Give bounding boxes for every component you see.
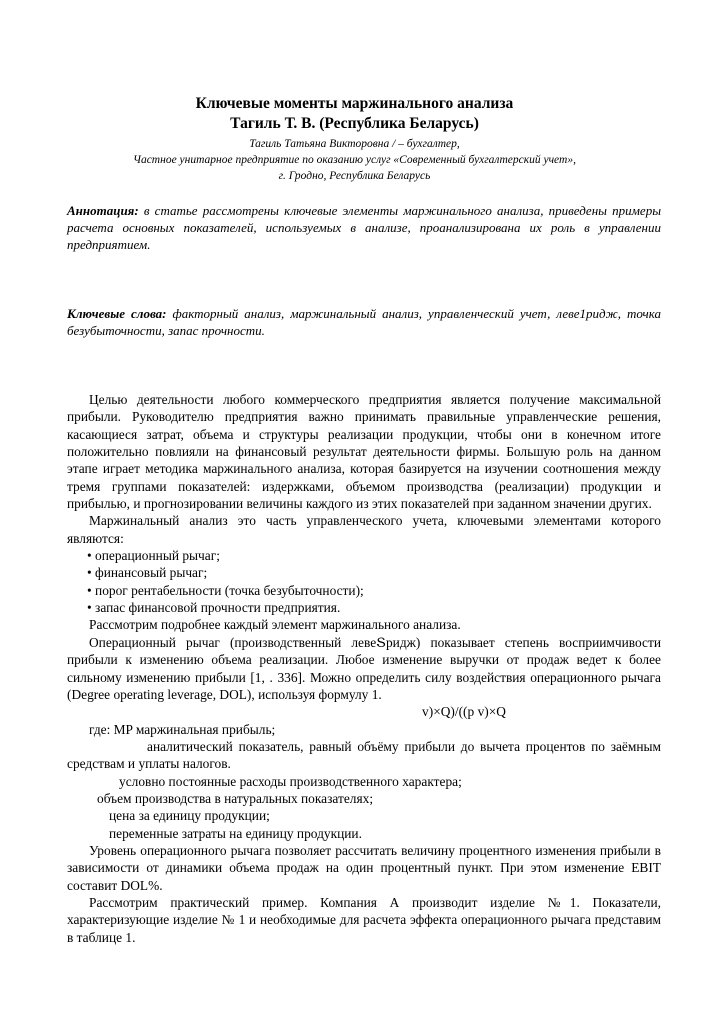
paragraph-marginal-analysis: Маржинальный анализ это часть управленческого учета, ключевыми элементами которого являются: — [67, 513, 661, 546]
paper-title: Ключевые моменты маржинального анализа — [195, 95, 514, 112]
where-fixed-costs: условно постоянные расходы производственного характера; — [119, 773, 462, 789]
list-item: • операционный рычаг; — [87, 548, 220, 564]
paragraph-intro: Целью деятельности любого коммерческого предприятия является получение максимальной прибыли. Руководителю предприятия важно принимать правильные управленческие решения, касающиеся затрат, объема и структуры реализации продукции, чтобы они в конечном итоге положительно повлияли на финансовый результат деятельности фирмы. Большую роль на данном этапе играет методика маржинального анализа, которая базируется на изучении соотношения между тремя группами показателей: издержками, объемом производства (реализации) продукции и прибылью, и прогнозировании величины каждого из этих показателей при заданном значении других. — [67, 392, 661, 512]
list-item: • запас финансовой прочности предприятия. — [87, 600, 341, 616]
keywords-label: Ключевые слова: — [67, 306, 167, 321]
where-price: цена за единицу продукции; — [109, 808, 270, 824]
affiliation-line: Частное унитарное предприятие по оказанию услуг «Современный бухгалтерский учет», — [133, 154, 576, 166]
where-volume: объем производства в натуральных показателях; — [97, 790, 374, 806]
author-line: Тагиль Татьяна Викторовна / – бухгалтер, — [249, 138, 460, 150]
keywords-text: факторный анализ, маржинальный анализ, управленческий учет, леве1ридж, точка безубыточности, запас прочности. — [67, 306, 661, 338]
formula-1: v)×Q)/((p v)×Q — [422, 704, 506, 720]
keywords — [67, 305, 661, 339]
paragraph-example: Рассмотрим практический пример. Компания А производит изделие №1. Показатели, характеризующие изделие № 1 и необходимые для расчета эффекта операционного рычага представим в таблице 1. — [67, 894, 661, 945]
where-mp: где: MP маржинальная прибыль; — [89, 721, 276, 737]
list-item: • порог рентабельности (точка безубыточности); — [87, 582, 364, 598]
paragraph-operating-leverage: Операционный рычаг (производственный левеՏридж) показывает степень восприимчивости прибыли к изменению объема реализации. Любое изменение выручки от продаж ведет к более сильному изменению прибыли [1, . 336]. Можно определить силу воздействия операционного рычага (Degree operating leverage, DOL), используя формулу 1. — [67, 634, 661, 702]
abstract — [67, 202, 661, 253]
location-line: г. Гродно, Республика Беларусь — [278, 170, 431, 182]
author-heading: Тагиль Т. В. (Республика Беларусь) — [230, 115, 479, 132]
list-item: • финансовый рычаг; — [87, 565, 208, 581]
where-variable-costs: переменные затраты на единицу продукции. — [109, 825, 362, 841]
abstract-text: в статье рассмотрены ключевые элементы маржинального анализа, приведены примеры расчета основных показателей, используемых в анализе, проанализирована их роль в управлении предприятием. — [67, 203, 661, 252]
where-ebit: аналитический показатель, равный объёму прибыли до вычета процентов по заёмным средствам и уплаты налогов. — [67, 738, 661, 772]
paragraph-consider: Рассмотрим подробнее каждый элемент маржинального анализа. — [89, 617, 461, 633]
abstract-label: Аннотация: — [67, 203, 139, 218]
paragraph-dol-level: Уровень операционного рычага позволяет рассчитать величину процентного изменения прибыли в зависимости от динамики объема продаж на один процентный пункт. При этом изменение EBIT составит DOL%. — [67, 842, 661, 893]
article-body — [67, 391, 661, 946]
